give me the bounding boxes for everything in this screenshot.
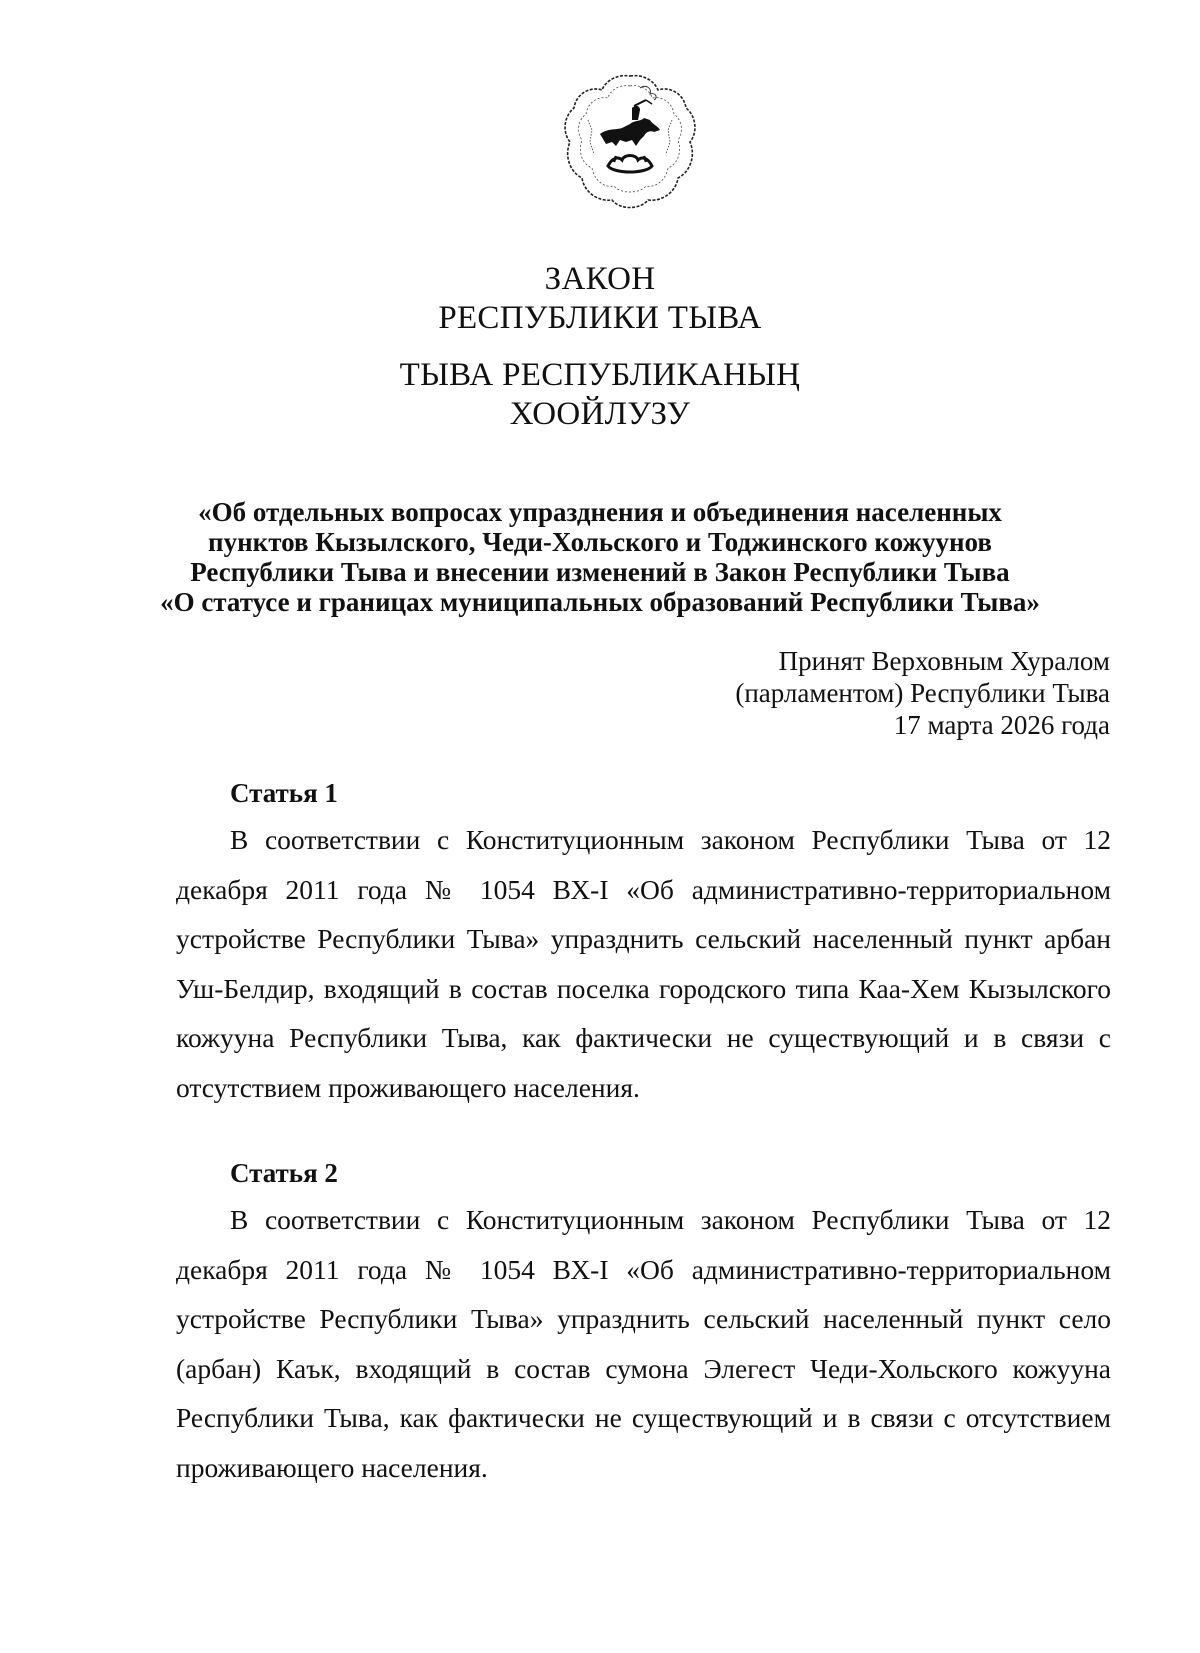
law-name-line4: «О статусе и границах муниципальных образований Республики Тыва»	[160, 587, 1040, 617]
law-name-line3: Республики Тыва и внесении изменений в Закон Республики Тыва	[190, 557, 1010, 587]
law-name-line1: «Об отдельных вопросах упразднения и объединения населенных	[198, 497, 1002, 527]
law-title-line2: РЕСПУБЛИКИ ТЫВА	[438, 300, 762, 336]
law-title-tuvan-line2: ХООЙЛУЗУ	[509, 396, 691, 432]
article-2-text: В соответствии с Конституционным законом Республики Тыва от 12 декабря 2011 года № 1054 ВХ-I «Об административно-территориальном устройстве Республики Тыва» упразднить сельский населенный пункт село (арбан) Каък, входящий в состав сумона Элегест Чеди-Хольского кожууна Республики Тыва, как фактически не существующий и в связи с отсутствием проживающего населения.	[176, 1204, 1111, 1483]
law-title-tuvan-line1: ТЫВА РЕСПУБЛИКАНЫҢ	[399, 357, 801, 393]
law-name-line2: пунктов Кызылского, Чеди-Хольского и Тоджинского кожуунов	[208, 527, 992, 557]
tuva-coat-of-arms-icon	[560, 70, 700, 215]
adoption-line2: (парламентом) Республики Тыва	[735, 678, 1110, 708]
adoption-line1: Принят Верховным Хуралом	[778, 646, 1110, 676]
law-title-line1: ЗАКОН	[544, 261, 656, 297]
article-1-title: Статья 1	[230, 778, 338, 808]
article-1-text: В соответствии с Конституционным законом Республики Тыва от 12 декабря 2011 года № 1054 ВХ-I «Об административно-территориальном устройстве Республики Тыва» упразднить сельский населенный пункт арбан Уш-Белдир, входящий в состав поселка городского типа Каа-Хем Кызылского кожууна Республики Тыва, как фактически не существующий и в связи с отсутствием проживающего населения.	[176, 824, 1111, 1103]
law-name	[150, 497, 1050, 617]
adoption-date: 17 марта 2026 года	[893, 710, 1110, 740]
adoption-info	[735, 645, 1110, 741]
article-2-title: Статья 2	[230, 1158, 338, 1188]
